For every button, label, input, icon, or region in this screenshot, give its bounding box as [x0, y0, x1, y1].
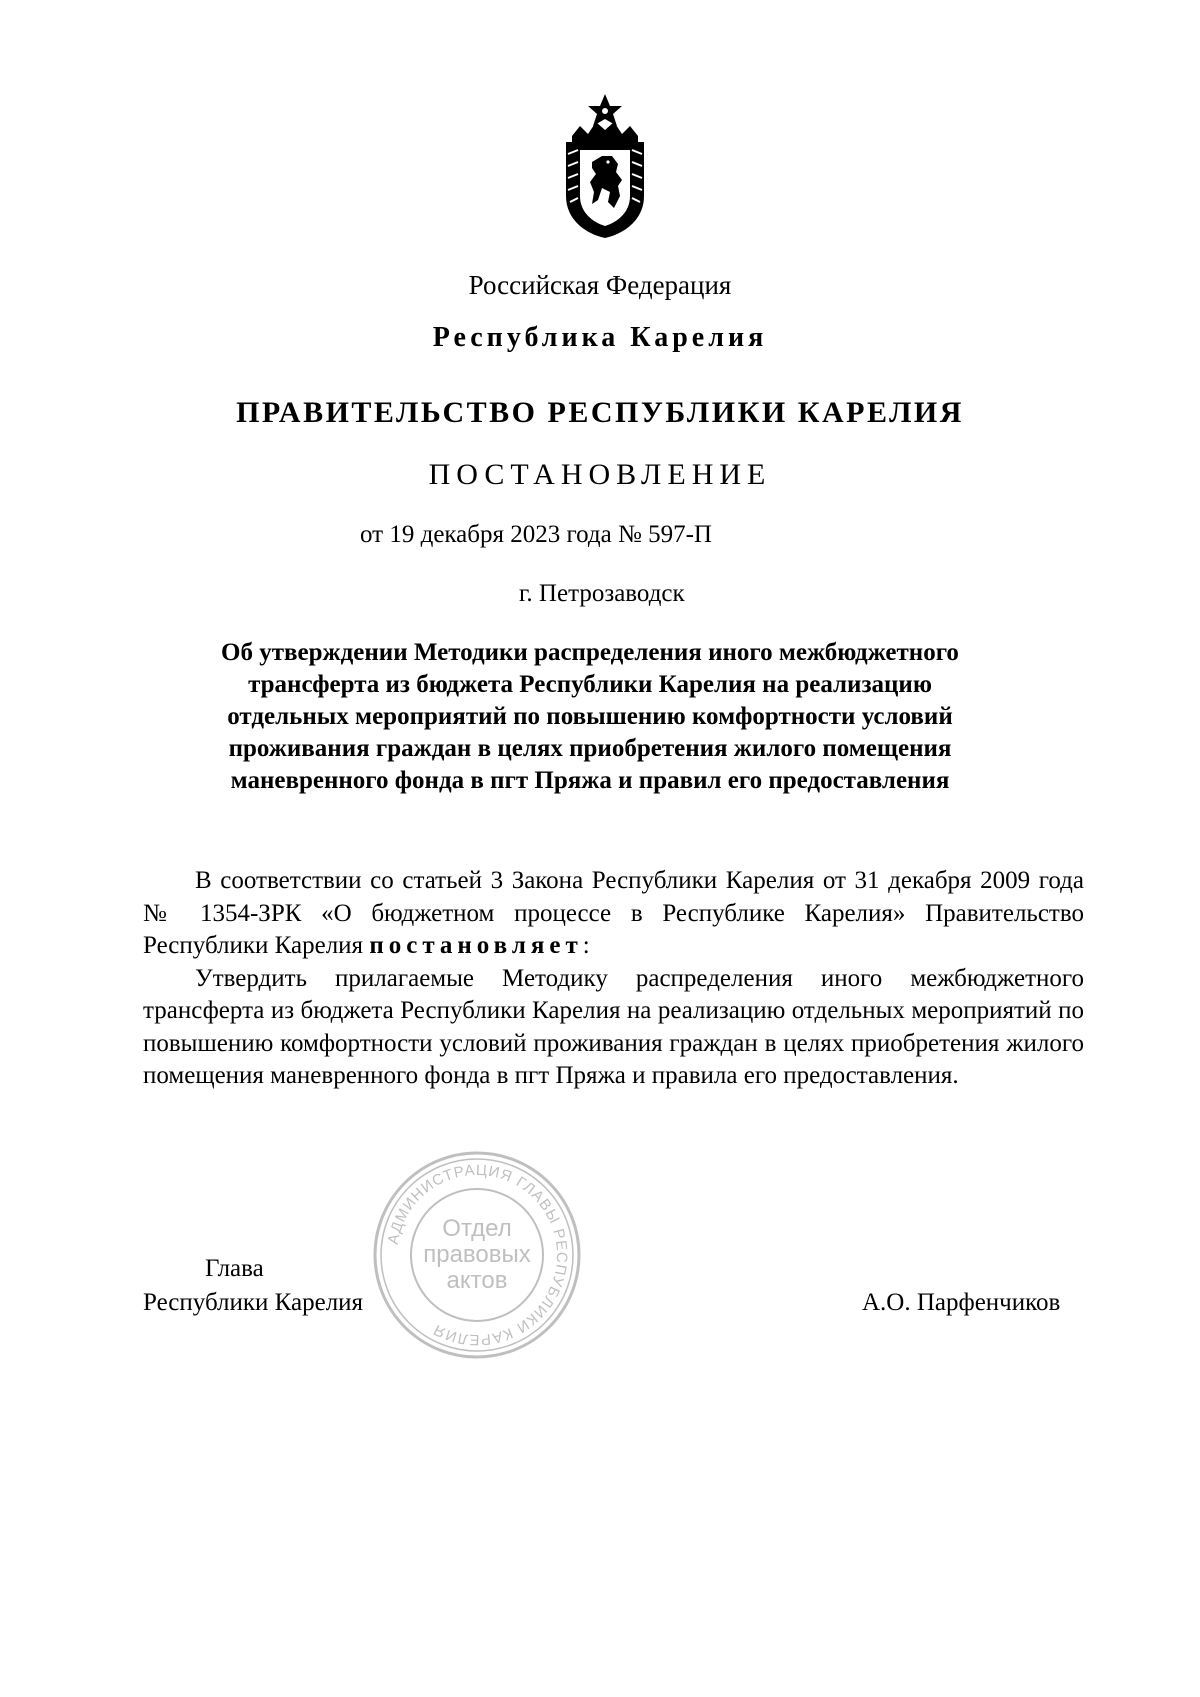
resolves-word: постановляет	[369, 932, 583, 959]
document-date-number: от 19 декабря 2023 года № 597-П	[360, 521, 712, 548]
signatory-name: А.О. Парфенчиков	[862, 1289, 1061, 1316]
document-body	[143, 865, 1084, 1093]
document-city: г. Петрозаводск	[519, 580, 685, 607]
svg-text:Отдел: Отдел	[442, 1215, 512, 1242]
preamble-colon: :	[582, 932, 590, 959]
title-line: отдельных мероприятий по повышению комфортности условий	[227, 703, 953, 730]
svg-text:актов: актов	[446, 1267, 508, 1294]
country-name: Российская Федерация	[468, 270, 732, 300]
preamble-text: В соответствии со статьей 3 Закона Республики Карелия от 31 декабря 2009 года № 1354-ЗРК «О бюджетном процессе в Республике Карелия» Правительство Республики Карелия	[143, 867, 1084, 959]
resolution-paragraph: Утвердить прилагаемые Методику распределения иного межбюджетного трансферта из бюджета Республики Карелия на реализацию отдельных мероприятий по повышению комфортности условий проживания граждан в целях приобретения жилого помещения маневренного фонда в пгт Пряжа и правила его предоставления.	[143, 964, 1084, 1089]
legal-department-stamp	[370, 1148, 584, 1362]
karelia-coat-of-arms-icon	[558, 92, 652, 240]
title-line: маневренного фонда в пгт Пряжа и правил его предоставления	[230, 767, 950, 794]
title-line: трансферта из бюджета Республики Карелия на реализацию	[248, 671, 932, 698]
title-line: Об утверждении Методики распределения иного межбюджетного	[221, 639, 959, 666]
svg-text:правовых: правовых	[423, 1241, 531, 1268]
preamble-paragraph	[143, 865, 1084, 963]
document-title	[140, 637, 1040, 797]
republic-name: Республика Карелия	[432, 322, 768, 353]
document-type: ПОСТАНОВЛЕНИЕ	[428, 458, 772, 491]
signatory-title-line1: Глава	[205, 1255, 264, 1282]
title-line: проживания граждан в целях приобретения жилого помещения	[228, 735, 952, 762]
svg-text:АДМИНИСТРАЦИЯ ГЛАВЫ РЕСПУБЛИКИ: АДМИНИСТРАЦИЯ ГЛАВЫ РЕСПУБЛИКИ КАРЕЛИЯ	[384, 1161, 571, 1349]
government-name: ПРАВИТЕЛЬСТВО РЕСПУБЛИКИ КАРЕЛИЯ	[236, 396, 964, 429]
signatory-title-line2: Республики Карелия	[143, 1289, 364, 1316]
